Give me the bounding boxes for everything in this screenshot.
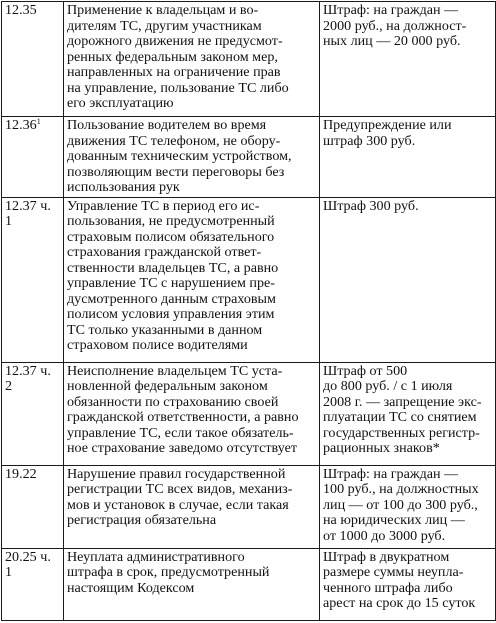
description-line: Пользование водителем во время [67, 117, 267, 133]
article-cell [2, 117, 64, 198]
description-line: его эксплуатацию [67, 95, 174, 111]
penalty-line: размере суммы неупла- [323, 564, 464, 580]
table-row [2, 2, 496, 117]
penalty-cell [320, 362, 496, 465]
description-line: Применение к владельцам и во- [67, 2, 259, 18]
table-row [2, 362, 496, 465]
description-line: ственности владельцев ТС, а равно [67, 259, 279, 276]
penalty-line: до 800 руб. / с 1 июля [323, 378, 453, 394]
penalty-line: государственных регистр- [323, 424, 480, 441]
penalty-line: ных лиц — 20 000 руб. [323, 33, 461, 49]
description-cell [64, 362, 320, 465]
description-cell [64, 197, 320, 362]
article-number: 19.22 [5, 465, 37, 482]
article-cell [2, 2, 64, 117]
description-line: обязанности по страхованию своей [67, 393, 279, 410]
description-line: страховом полисе водителями [67, 337, 248, 353]
description-line: Неисполнение владельцем ТС уста- [67, 362, 283, 379]
description-line: штрафа в срок, предусмотренный [67, 564, 270, 580]
description-line: гражданской ответственности, а равно [67, 409, 299, 425]
table-row [2, 548, 496, 620]
description-line: Нарушение правил государственной [67, 465, 286, 482]
penalty-line: лиц — от 100 до 300 руб., [323, 496, 478, 513]
article-cell [2, 548, 64, 620]
description-line: использования рук [67, 179, 180, 195]
penalty-line: Штраф от 500 [323, 362, 408, 379]
description-cell [64, 2, 320, 117]
description-line: страхования гражданской ответ- [67, 244, 262, 260]
penalty-line: на юридических лиц — [323, 512, 465, 528]
article-number: 12.37 ч. 2 [5, 362, 51, 394]
description-line: управление ТС, если такое обязатель- [67, 424, 294, 441]
penalty-line: 2000 руб., на должност- [323, 17, 467, 34]
article-cell [2, 197, 64, 362]
description-line: регистрация обязательна [67, 512, 217, 528]
penalty-line: Штраф: на граждан — [323, 465, 459, 482]
penalty-line: 100 руб., на должностных [323, 481, 479, 497]
description-line: ное страхование заведомо отсутствует [67, 440, 297, 456]
article-cell [2, 465, 64, 548]
description-line: позволяющим вести переговоры без [67, 163, 285, 180]
article-number: 20.25 ч. 1 [5, 548, 51, 580]
penalty-line: от 1000 до 3000 руб. [323, 527, 446, 544]
penalty-cell [320, 548, 496, 620]
penalty-line: Штраф в двукратном [323, 548, 450, 565]
description-cell [64, 548, 320, 620]
penalty-line: плуатации ТС со снятием [323, 409, 477, 425]
description-line: движения ТС телефоном, не обору- [67, 132, 281, 149]
penalty-line: арест на срок до 15 суток [323, 595, 476, 611]
article-superscript: 1 [36, 117, 41, 126]
penalty-cell [320, 197, 496, 362]
description-line: мов и установок в случае, если такая [67, 496, 289, 513]
table-row [2, 117, 496, 198]
penalty-line: ченного штрафа либо [323, 579, 453, 596]
description-line: страховым полисом обязательного [67, 228, 275, 245]
article-number: 12.36 [5, 117, 37, 133]
article-number: 12.37 ч. 1 [5, 197, 51, 229]
penalty-cell [320, 2, 496, 117]
description-line: дорожного движения не предусмот- [67, 33, 283, 49]
penalty-line: Штраф: на граждан — [323, 2, 459, 18]
description-line: новленной федеральным законом [67, 378, 268, 394]
article-number: 12.35 [5, 2, 37, 18]
penalty-line: Штраф 300 руб. [323, 197, 419, 214]
table-row [2, 197, 496, 362]
description-line: пользования, не предусмотренный [67, 213, 275, 229]
penalty-cell [320, 465, 496, 548]
description-line: на управление, пользование ТС либо [67, 79, 289, 96]
description-cell [64, 465, 320, 548]
description-line: дованным техническим устройством, [67, 148, 292, 164]
description-line: дусмотренного данным страховым [67, 290, 276, 307]
fines-table [1, 1, 496, 621]
description-line: полисом условия управления этим [67, 306, 275, 322]
article-cell [2, 362, 64, 465]
penalty-line: рационных знаков* [323, 440, 440, 456]
description-line: Управление ТС в период его ис- [67, 197, 260, 214]
description-line: направленных на ограничение прав [67, 64, 281, 80]
description-line: дителям ТС, другим участникам [67, 17, 262, 34]
description-line: Неуплата административного [67, 548, 245, 565]
description-line: регистрации ТС всех видов, механиз- [67, 481, 293, 497]
penalty-line: Предупреждение или [323, 117, 452, 133]
description-line: ТС только указанными в данном [67, 321, 263, 338]
penalty-cell [320, 117, 496, 198]
description-line: ренных федеральным законом мер, [67, 48, 278, 65]
description-cell [64, 117, 320, 198]
description-line: управление ТС с нарушением пре- [67, 275, 275, 291]
table-row [2, 465, 496, 548]
description-line: настоящим Кодексом [67, 579, 195, 596]
penalty-line: 2008 г. — запрещение экс- [323, 393, 482, 410]
penalty-line: штраф 300 руб. [323, 132, 416, 149]
